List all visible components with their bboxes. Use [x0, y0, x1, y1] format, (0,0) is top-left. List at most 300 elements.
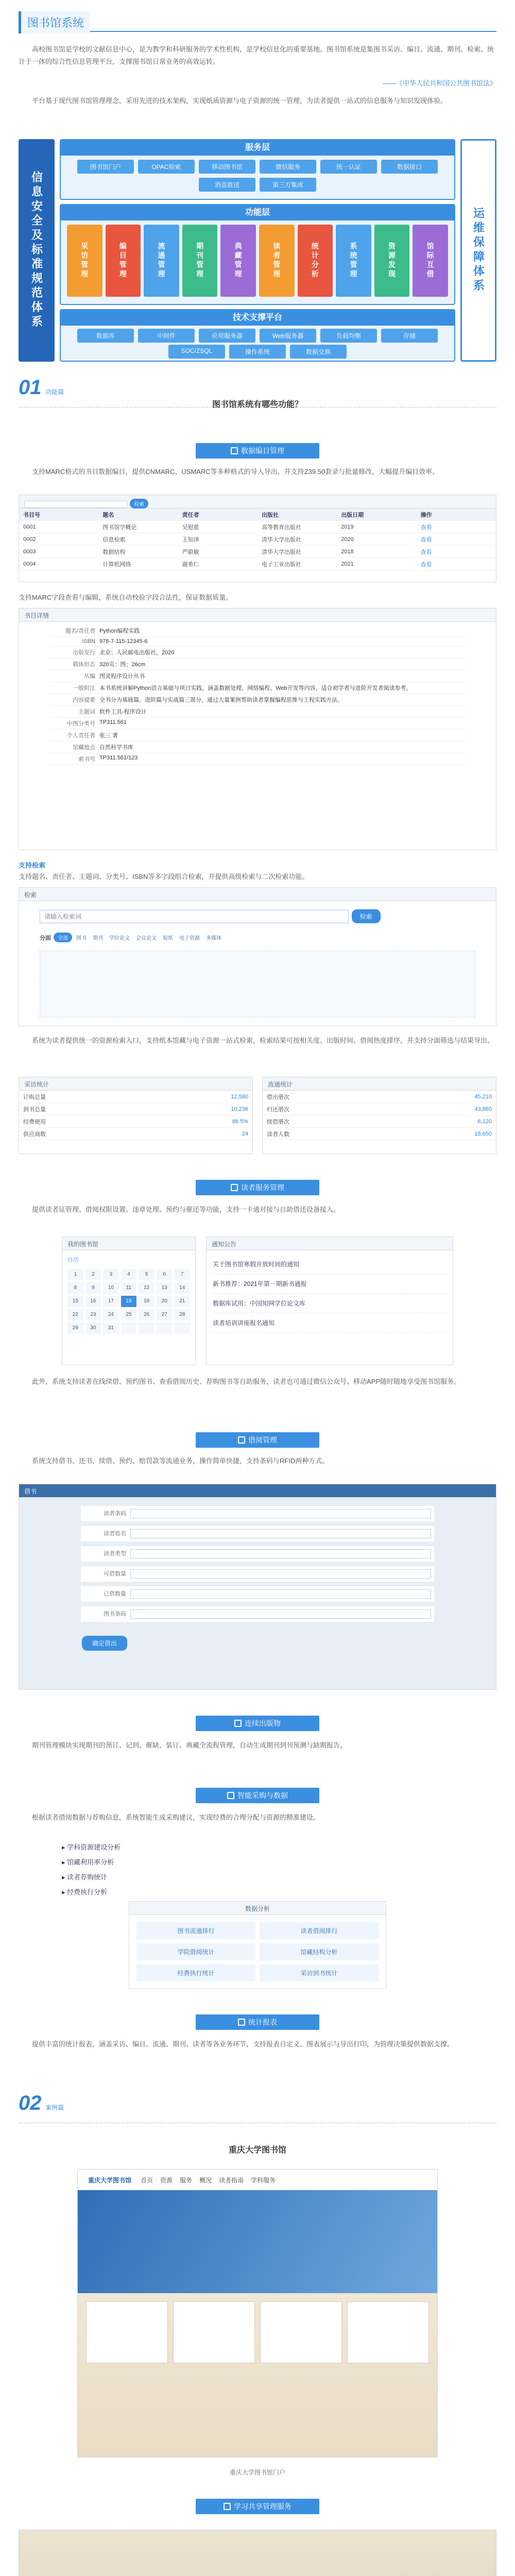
- catalog-search-bar: [19, 495, 496, 509]
- table-cell: 吴慰慈: [182, 524, 199, 531]
- analysis-item[interactable]: 读者借阅排行: [260, 1922, 379, 1939]
- serials-icon: [234, 1720, 242, 1727]
- marc-tab[interactable]: 书目详情: [19, 608, 496, 622]
- case-portal-screenshot: [77, 2169, 438, 2458]
- portal-nav-item[interactable]: 服务: [180, 2176, 193, 2184]
- table-row: [19, 533, 496, 546]
- function-module: 资源发现: [374, 225, 410, 297]
- data-analysis-box: [129, 1901, 386, 1989]
- support-chip: 负载均衡: [320, 329, 377, 343]
- stats-row: [263, 1115, 496, 1128]
- serials-heading: 连续出版物: [196, 1716, 319, 1731]
- facets: [53, 935, 225, 941]
- smart-text: 根据读者借阅数据与荐购信息，系统智能生成采购建议，实现经费的合理分配与资源的精准建设。: [32, 1814, 320, 1821]
- portal-nav-item[interactable]: 读者指南: [219, 2176, 244, 2184]
- marc-field-value: 978-7-115-12345-6: [99, 638, 148, 645]
- acquisition-stats: [19, 1077, 253, 1154]
- service-chip: 第三方集成: [260, 178, 316, 192]
- calendar-day[interactable]: 5: [139, 1269, 154, 1280]
- circulation-heading: 借阅管理: [196, 1432, 319, 1448]
- stats-text: 提供丰富的统计报表，涵盖采访、编目、流通、期刊、读者等各业务环节，支持报表自定义、图表展示与导出打印，为管理决策提供数据支撑。: [32, 2040, 454, 2048]
- table-header-cell: 题名: [102, 512, 114, 518]
- stats-key: 供应商数: [23, 1131, 46, 1138]
- data-analysis-items: [129, 1915, 386, 1989]
- stats-key: 归还册次: [267, 1106, 289, 1113]
- marc-field-key: 一般附注: [73, 685, 95, 691]
- circulation-text: 系统支持借书、还书、续借、预约、赔罚款等流通业务，操作简单快捷，支持条码与RFID两种方式。: [32, 1457, 329, 1465]
- function-module: 馆际互借: [413, 225, 448, 297]
- stats-value: 18,650: [474, 1130, 492, 1137]
- stats-value: 43,880: [474, 1106, 492, 1112]
- table-cell: 谢希仁: [182, 561, 199, 568]
- calendar-day[interactable]: 3: [103, 1269, 119, 1280]
- portal-nav: [141, 2176, 276, 2184]
- arch-left-label: 信息安全及标准规范体系: [19, 139, 55, 362]
- calendar-day[interactable]: 4: [121, 1269, 137, 1280]
- checkout-field-input[interactable]: [130, 1589, 431, 1599]
- marc-field: [50, 741, 465, 753]
- function-module: 编目管理: [106, 225, 141, 297]
- table-cell: 0001: [23, 523, 36, 530]
- marc-field-value: 320页：图；26cm: [99, 662, 146, 668]
- table-cell: 严蔚敏: [182, 549, 199, 555]
- marc-field-value: 张三 著: [99, 733, 118, 739]
- checkout-field-input[interactable]: [130, 1609, 431, 1619]
- marc-field-value: 本书系统讲解Python语言基础与项目实践，涵盖数据处理、网络编程、Web开发等内容，适合初学者与进阶开发者阅读参考。: [99, 685, 412, 691]
- calendar-day[interactable]: 6: [157, 1269, 173, 1280]
- row-action-link[interactable]: 查看: [420, 536, 432, 543]
- function-module: 系统管理: [336, 225, 371, 297]
- calendar-day[interactable]: 30: [85, 1323, 101, 1334]
- calendar-day[interactable]: 1: [67, 1269, 83, 1280]
- search-summary: 系统为读者提供统一的资源检索入口，支持纸本馆藏与电子资源一站式检索，检索结果可按相关度、出版时间、借阅热度排序，并支持分面筛选与结果导出。: [32, 1037, 494, 1044]
- facet-row: [19, 931, 496, 943]
- portal-nav-item[interactable]: 首页: [141, 2176, 153, 2184]
- function-module: 典藏管理: [220, 225, 256, 297]
- search-results-area: [40, 951, 475, 1018]
- portal-nav-item[interactable]: 资源: [160, 2176, 173, 2184]
- service-chip: 消息推送: [199, 178, 255, 192]
- table-cell: 0002: [23, 536, 36, 543]
- smart-list-item: ▸ 学科资源建设分析: [62, 1843, 121, 1851]
- table-cell: 2021: [341, 561, 354, 567]
- calendar-day[interactable]: 17: [103, 1296, 119, 1307]
- support-chip: Web服务器: [260, 329, 316, 343]
- portal-card[interactable]: [173, 2301, 255, 2363]
- case-heading-2: 学习共享管理服务: [196, 2499, 319, 2514]
- service-items: [61, 156, 454, 196]
- facet-option[interactable]: 电子资源: [179, 936, 200, 941]
- stats-row: [19, 1091, 252, 1103]
- smart-list-item: ▸ 馆藏利用率分析: [62, 1858, 114, 1866]
- table-header-cell: 出版日期: [341, 512, 364, 518]
- calendar-day[interactable]: 8: [67, 1282, 83, 1294]
- marc-field: [50, 718, 465, 730]
- calendar-day[interactable]: 14: [174, 1282, 190, 1294]
- calendar-label: 日历: [67, 1257, 79, 1263]
- marc-field-key: 丛编: [84, 673, 95, 680]
- facet-option[interactable]: 多媒体: [206, 936, 222, 941]
- service-chip: 移动图书馆: [199, 160, 255, 174]
- cataloging-heading: 数据编目管理: [196, 443, 319, 459]
- function-module: 统计分析: [298, 225, 333, 297]
- case-search-screenshot: [19, 2530, 496, 2576]
- table-cell: 清华大学出版社: [261, 549, 301, 555]
- calendar-day[interactable]: 27: [157, 1309, 173, 1320]
- function-layer-title: 功能层: [61, 205, 454, 221]
- smart-list-item: ▸ 经费执行分析: [62, 1888, 108, 1896]
- table-header-cell: 出版社: [261, 512, 279, 518]
- section-01-label: 功能篇: [45, 388, 64, 396]
- acquisition-stats-title: 采访统计: [19, 1077, 252, 1091]
- catalog-search-input[interactable]: [24, 501, 127, 508]
- stats-value: 86.5%: [232, 1118, 248, 1125]
- table-row: [19, 558, 496, 570]
- calendar-day[interactable]: 16: [85, 1296, 101, 1307]
- facet-option[interactable]: 期刊: [93, 936, 104, 941]
- reader-summary: 此外，系统支持读者在线续借、预约图书、查看借阅历史、荐购图书等自助服务，读者也可通过微信公众号、移动APP随时随地享受图书馆服务。: [32, 1378, 461, 1385]
- stats-value: 12,580: [231, 1093, 248, 1100]
- intro-paragraph-2: 平台基于现代图书馆管理理念，采用先进的技术架构，实现纸质资源与电子资源的统一管理，为读者提供一站式的信息服务与知识发现体验。: [32, 97, 448, 105]
- calendar-day[interactable]: 15: [67, 1296, 83, 1307]
- function-layer: [60, 204, 455, 305]
- checkout-field-label: 图书条码: [104, 1611, 126, 1617]
- marc-field: [50, 682, 465, 694]
- stats-value: 45,210: [474, 1093, 492, 1100]
- portal-cards: [78, 2293, 437, 2371]
- analysis-item[interactable]: 学院借阅统计: [136, 1943, 255, 1960]
- analysis-item[interactable]: 馆藏结构分析: [260, 1943, 379, 1960]
- support-chip: 中间件: [138, 329, 195, 343]
- stats-row: [263, 1091, 496, 1103]
- analysis-item[interactable]: 图书流通排行: [136, 1922, 255, 1939]
- checkout-field-label: 读者类型: [104, 1551, 126, 1557]
- marc-field-key: 个人责任者: [67, 733, 95, 739]
- intro-quote-source: ——《中华人民共和国公共图书馆法》: [382, 79, 496, 87]
- catalog-table: [19, 509, 496, 570]
- search-form: [19, 901, 496, 931]
- search-heading: 支持检索: [19, 861, 46, 869]
- section-02-heading: [19, 2092, 496, 2121]
- marc-field: [50, 730, 465, 741]
- calendar-day[interactable]: 7: [174, 1269, 190, 1280]
- calendar-day[interactable]: [121, 1323, 137, 1334]
- support-layer: [60, 309, 455, 362]
- facet-option[interactable]: 全部: [54, 933, 72, 942]
- table-cell: 2020: [341, 536, 354, 543]
- catalog-table-header: [19, 509, 496, 521]
- calendar-day[interactable]: 26: [139, 1309, 154, 1320]
- calendar-day[interactable]: 18: [121, 1296, 137, 1307]
- my-library-card: [62, 1236, 196, 1365]
- stats-key: 经费使用: [23, 1118, 46, 1125]
- marc-field-value: 自然科学书库: [99, 744, 133, 751]
- marc-field: [50, 647, 465, 658]
- stats-key: 借出册次: [267, 1094, 289, 1100]
- checkout-field: [81, 1586, 434, 1602]
- search-button[interactable]: 检索: [352, 909, 381, 923]
- checkout-field: [81, 1526, 434, 1542]
- service-layer-title: 服务层: [61, 140, 454, 156]
- stats-row: [263, 1103, 496, 1115]
- calendar-day[interactable]: [157, 1323, 173, 1334]
- reader-icon: [231, 1184, 238, 1191]
- section-02-label: 案例篇: [45, 2104, 64, 2111]
- table-cell: 0003: [23, 548, 36, 555]
- calendar-grid: [62, 1269, 195, 1334]
- stats-value: 10,236: [231, 1106, 248, 1112]
- stats-row: [19, 1115, 252, 1128]
- reader-heading: 读者服务管理: [196, 1180, 319, 1195]
- calendar-day[interactable]: [139, 1323, 154, 1334]
- analysis-item[interactable]: 采访到书统计: [260, 1964, 379, 1981]
- circulation-icon: [238, 1436, 245, 1444]
- circulation-stats-title: 流通统计: [263, 1077, 496, 1091]
- portal-nav-item[interactable]: 概况: [199, 2176, 212, 2184]
- function-module: 读者管理: [259, 225, 295, 297]
- service-layer: [60, 139, 455, 200]
- support-chip: 操作系统: [229, 345, 286, 359]
- analysis-item[interactable]: 经费执行统计: [136, 1964, 255, 1981]
- facet-option[interactable]: 图书: [76, 936, 87, 941]
- table-header-cell: 责任者: [182, 512, 199, 518]
- catalog-table-screenshot: [19, 495, 496, 582]
- calendar-day[interactable]: 24: [103, 1309, 119, 1320]
- calendar-day[interactable]: 22: [67, 1309, 83, 1320]
- checkout-field: [81, 1546, 434, 1562]
- calendar-day[interactable]: 12: [139, 1282, 154, 1294]
- service-chip: 图书馆门户: [77, 160, 134, 174]
- marc-field-key: 出版发行: [73, 650, 95, 656]
- catalog-search-button[interactable]: 检索: [130, 499, 148, 509]
- facet-option[interactable]: 学位论文: [109, 936, 130, 941]
- checkout-field-input[interactable]: [130, 1569, 431, 1579]
- portal-card[interactable]: [260, 2301, 342, 2363]
- smart-list-item: ▸ 读者荐购统计: [62, 1873, 108, 1881]
- row-action-link[interactable]: 查看: [420, 524, 432, 531]
- calendar-day[interactable]: 10: [103, 1282, 119, 1294]
- support-chip: 应用服务器: [199, 329, 255, 343]
- search-input[interactable]: [40, 910, 349, 923]
- search-screenshot: [19, 887, 496, 1026]
- stats-row: [19, 1128, 252, 1140]
- intro-paragraph-1: 高校图书馆是学校的文献信息中心，是为教学和科研服务的学术性机构，是学校信息化的重要基地。图书馆系统是集图书采访、编目、流通、期刊、检索、统计于一体的综合性信息管理平台，支撑图书馆日常业务的高效运转。: [19, 45, 494, 65]
- commons-icon: [224, 2503, 231, 2510]
- table-cell: 信息检索: [102, 536, 126, 543]
- calendar-day[interactable]: [174, 1323, 190, 1334]
- table-header-cell: 操作: [420, 512, 432, 518]
- portal-card[interactable]: [347, 2301, 429, 2363]
- page-title: 图书馆系统: [19, 11, 90, 33]
- function-module: 采访管理: [67, 225, 102, 297]
- row-action-link[interactable]: 查看: [420, 549, 432, 555]
- serials-text: 期刊管理模块实现期刊的预订、记到、催缺、装订、典藏全流程管理，自动生成期刊到刊预测与缺期报告。: [32, 1741, 347, 1749]
- table-cell: 计算机网络: [102, 561, 131, 568]
- table-cell: 图书馆学概论: [102, 524, 137, 531]
- notice-item[interactable]: 数据库试用：中国知网学位论文库: [213, 1294, 447, 1313]
- facet-option[interactable]: 会议论文: [136, 936, 157, 941]
- marc-field-key: 题名/责任者: [65, 628, 95, 634]
- table-cell: 王知津: [182, 536, 199, 543]
- stats-row: [19, 1103, 252, 1115]
- section-01-title: 图书馆系统有哪些功能？: [212, 400, 303, 409]
- service-chip: 微信服务: [260, 160, 316, 174]
- stats-value: 24: [242, 1130, 248, 1137]
- marc-note: 支持MARC字段查看与编辑，系统自动校验字段合法性，保证数据质量。: [19, 594, 233, 601]
- table-cell: 清华大学出版社: [261, 536, 301, 543]
- facet-option[interactable]: 报纸: [163, 936, 174, 941]
- support-chip: 数据库: [77, 329, 134, 343]
- checkout-field: [81, 1566, 434, 1582]
- table-header-cell: 书目号: [23, 512, 40, 518]
- portal-hero: [78, 2190, 437, 2293]
- portal-site-name: 重庆大学图书馆: [88, 2176, 132, 2184]
- stats-row: [263, 1128, 496, 1140]
- stats-heading: 统计报表: [196, 2014, 319, 2030]
- service-chip: OPAC检索: [138, 160, 195, 174]
- table-cell: 电子工业出版社: [261, 561, 301, 568]
- table-cell: 数据结构: [102, 549, 126, 555]
- notice-list: [207, 1250, 453, 1337]
- calendar-day[interactable]: 19: [139, 1296, 154, 1307]
- function-modules: [61, 221, 454, 301]
- function-module: 期刊管理: [182, 225, 218, 297]
- checkout-field: [81, 1606, 434, 1622]
- marc-field-key: 馆藏地点: [73, 744, 95, 751]
- checkout-button[interactable]: 确定借出: [82, 1636, 127, 1651]
- checkout-title: 借书: [19, 1484, 496, 1498]
- facet-label: 分面: [40, 935, 51, 941]
- service-chip: 统一认证: [320, 160, 377, 174]
- marc-field-key: 载体形态: [73, 662, 95, 668]
- calendar-day[interactable]: 31: [103, 1323, 119, 1334]
- cataloging-text: 支持MARC格式的书目数据编目，提供CNMARC、USMARC等多种格式的导入导出，并支持Z39.50套录与批量修改，大幅提升编目效率。: [32, 468, 439, 476]
- marc-field: [50, 625, 465, 637]
- support-items: [61, 326, 454, 344]
- calendar-day[interactable]: 21: [174, 1296, 190, 1307]
- table-cell: 0004: [23, 561, 36, 567]
- notice-item[interactable]: 读者培训讲座报名通知: [213, 1313, 447, 1333]
- checkout-form: [19, 1498, 496, 1635]
- calendar-day[interactable]: 29: [67, 1323, 83, 1334]
- marc-field: [50, 753, 465, 765]
- checkout-field-input[interactable]: [130, 1509, 431, 1518]
- smart-list: [62, 1839, 453, 1899]
- marc-field-value: 北京：人民邮电出版社，2020: [99, 650, 175, 656]
- portal-nav-item[interactable]: 学科服务: [251, 2176, 276, 2184]
- calendar-day[interactable]: 11: [121, 1282, 137, 1294]
- calendar-day[interactable]: 28: [174, 1309, 190, 1320]
- search-note: 支持题名、责任者、主题词、分类号、ISBN等多字段组合检索，并提供高级检索与二次检索功能。: [19, 873, 309, 880]
- checkout-field-label: 已借数量: [104, 1591, 126, 1597]
- marc-field: [50, 694, 465, 706]
- stats-key: 续借册次: [267, 1118, 289, 1125]
- table-row: [19, 546, 496, 558]
- calendar-day[interactable]: 25: [121, 1309, 137, 1320]
- marc-fields: [19, 622, 496, 768]
- support-layer-title: 技术支撑平台: [61, 310, 454, 326]
- notice-title: 通知公告: [207, 1237, 453, 1250]
- arch-right-label: 运维保障体系: [460, 139, 496, 362]
- calendar-day[interactable]: 9: [85, 1282, 101, 1294]
- stats-key: 订购总量: [23, 1094, 46, 1100]
- marc-field-value: Python编程实践: [99, 628, 140, 634]
- marc-field: [50, 658, 465, 670]
- section-02-title: 重庆大学图书馆: [228, 2146, 286, 2155]
- stats-key: 到书总量: [23, 1106, 46, 1113]
- support-items-2: [61, 344, 454, 360]
- function-module: 流通管理: [144, 225, 179, 297]
- my-library-title: 我的图书馆: [62, 1237, 195, 1250]
- checkout-field-label: 可借数量: [104, 1571, 126, 1577]
- checkout-screenshot: [19, 1484, 496, 1690]
- marc-field: [50, 670, 465, 682]
- table-cell: 高等教育出版社: [261, 524, 301, 531]
- marc-field-key: 索书号: [78, 756, 95, 762]
- marc-field-value: 软件工具-程序设计: [99, 709, 147, 715]
- portal-navbar: [78, 2170, 437, 2190]
- portal-card[interactable]: [86, 2301, 168, 2363]
- marc-field-key: 主题词: [78, 709, 95, 715]
- title-bar: [19, 11, 496, 32]
- architecture-diagram: [19, 139, 496, 362]
- section-02-number: 02: [19, 2092, 42, 2114]
- table-cell: 2018: [341, 548, 354, 555]
- marc-field-key: ISBN: [82, 638, 95, 645]
- catalog-icon: [231, 447, 238, 454]
- notice-item[interactable]: 关于图书馆寒假开放时间的通知: [213, 1255, 447, 1274]
- data-analysis-title: 数据分析: [129, 1902, 386, 1915]
- marc-field-value: 图灵程序设计丛书: [99, 673, 145, 680]
- circulation-stats-rows: [263, 1091, 496, 1140]
- marc-detail-screenshot: [19, 608, 496, 850]
- support-chip: 存储: [381, 329, 438, 343]
- calendar-day[interactable]: 13: [157, 1282, 173, 1294]
- support-chip: SOC/ZSQL: [168, 345, 225, 359]
- checkout-field-label: 读者姓名: [104, 1531, 126, 1537]
- calendar-day[interactable]: 20: [157, 1296, 173, 1307]
- checkout-field-input[interactable]: [130, 1529, 431, 1538]
- stats-value: 6,120: [477, 1118, 492, 1125]
- marc-field: [50, 637, 465, 647]
- notice-panel: [206, 1236, 453, 1365]
- calendar-day[interactable]: 23: [85, 1309, 101, 1320]
- marc-field-key: 中图分类号: [67, 721, 95, 727]
- acquisition-stats-rows: [19, 1091, 252, 1140]
- checkout-field: [81, 1506, 434, 1522]
- section-01-number: 01: [19, 376, 42, 399]
- notice-item[interactable]: 新书推荐：2021年第一期新书通报: [213, 1274, 447, 1294]
- support-chip: 数据交换: [290, 345, 347, 359]
- table-row: [19, 521, 496, 533]
- row-action-link[interactable]: 查看: [420, 561, 432, 568]
- calendar-day[interactable]: 2: [85, 1269, 101, 1280]
- marc-field-key: 内容提要: [73, 697, 95, 703]
- smart-heading: 智能采购与数据: [196, 1788, 319, 1803]
- search-tab[interactable]: 检索: [19, 888, 496, 901]
- portal-caption: 重庆大学图书馆门户: [229, 2469, 285, 2476]
- stats-key: 读者人数: [267, 1131, 289, 1138]
- stats-icon: [238, 2019, 245, 2026]
- checkout-field-label: 读者条码: [104, 1511, 126, 1517]
- checkout-field-input[interactable]: [130, 1549, 431, 1558]
- service-chip: 数据接口: [381, 160, 438, 174]
- marc-field-value: TP311.561: [99, 719, 127, 725]
- table-cell: 2019: [341, 523, 354, 530]
- circulation-stats: [262, 1077, 496, 1154]
- reader-text: 提供读者证管理、借阅权限设置、违章处理、预约与催还等功能，支持一卡通对接与自助借还设备接入。: [32, 1206, 340, 1213]
- smart-icon: [227, 1792, 234, 1799]
